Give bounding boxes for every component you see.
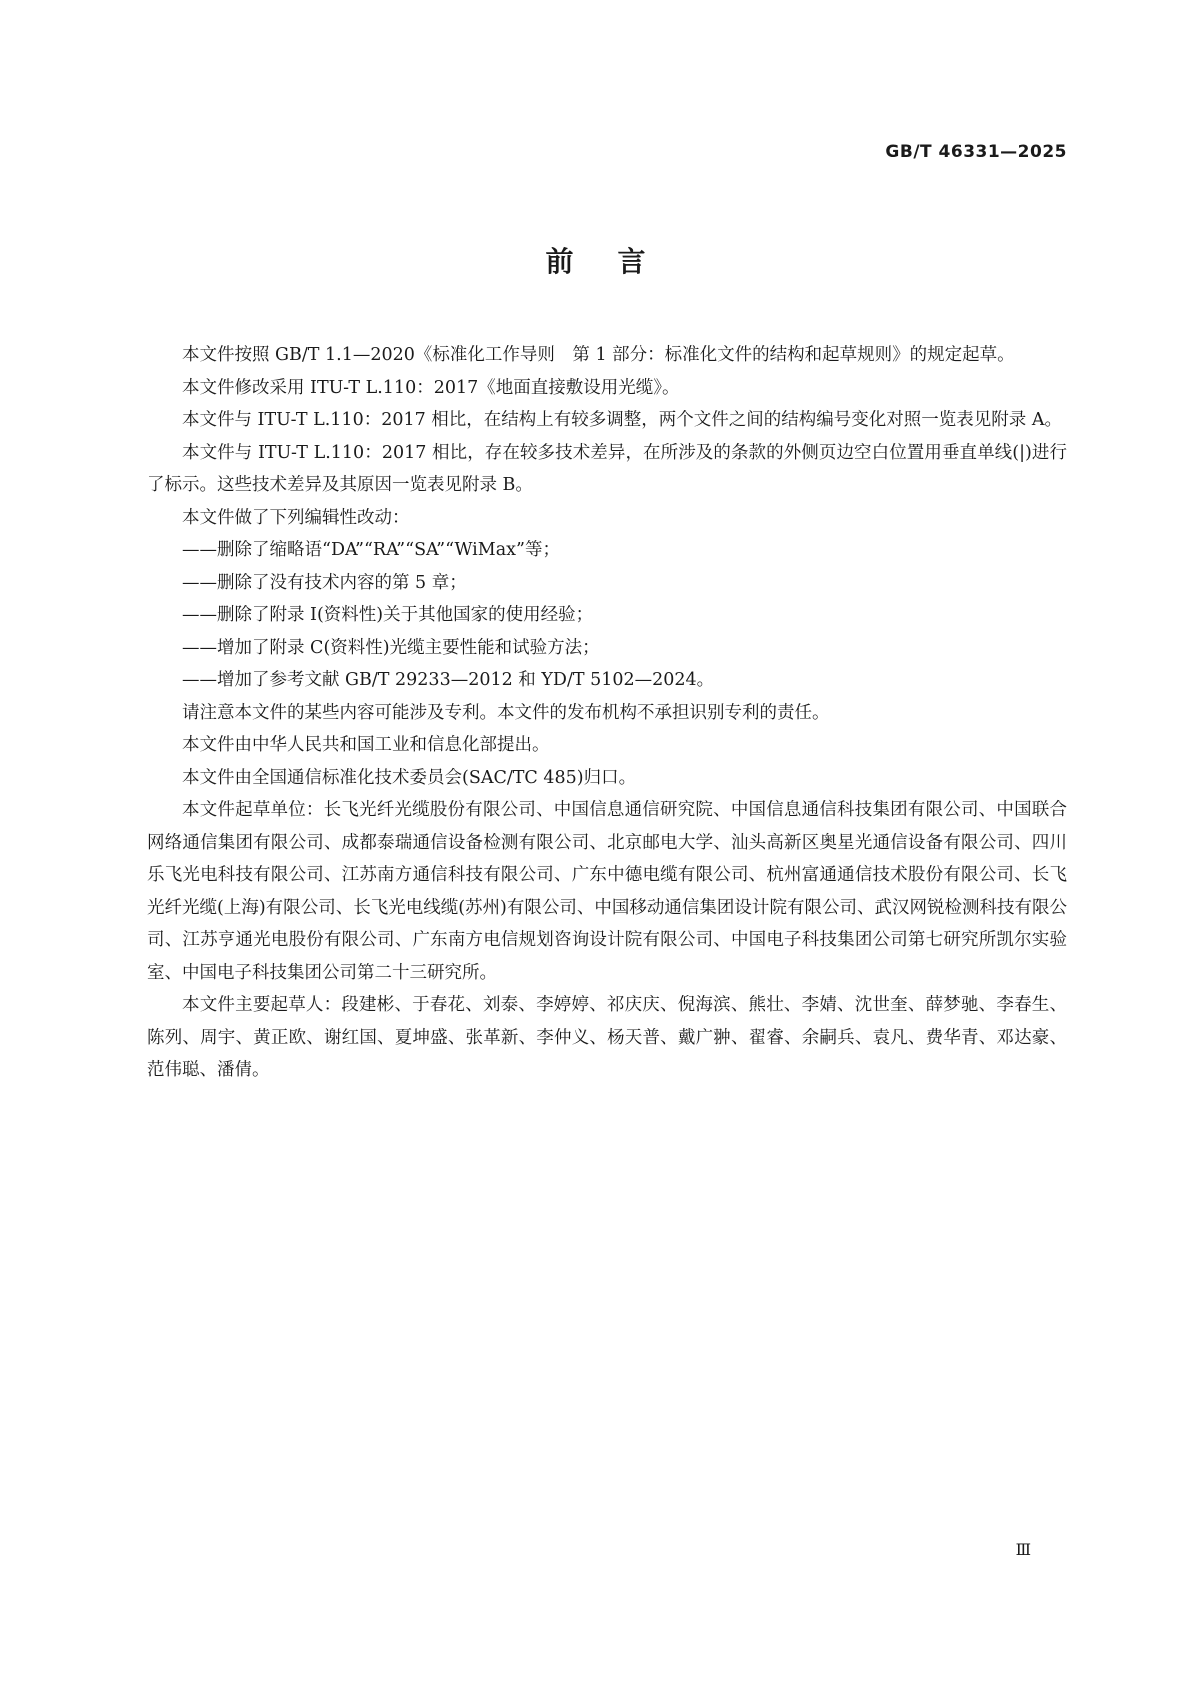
list-item-editorial-change: ——删除了缩略语“DA”“RA”“SA”“WiMax”等； bbox=[182, 540, 560, 560]
list-item-editorial-change: ——删除了附录 I(资料性)关于其他国家的使用经验； bbox=[182, 605, 594, 625]
paragraph-editorial-changes: 本文件做了下列编辑性改动： bbox=[182, 507, 410, 528]
list-item-editorial-change: ——增加了附录 C(资料性)光缆主要性能和试验方法； bbox=[182, 637, 600, 658]
paragraph-patent-notice: 请注意本文件的某些内容可能涉及专利。本文件的发布机构不承担识别专利的责任。 bbox=[182, 702, 830, 723]
list-item-editorial-change: ——增加了参考文献 GB/T 29233—2012 和 YD/T 5102—2024。 bbox=[182, 670, 715, 690]
paragraph-drafters: 本文件主要起草人：段建彬、于春花、刘泰、李婷婷、祁庆庆、倪海滨、熊壮、李婧、沈世奎、薛梦驰、李春生、陈列、周宇、黄正欧、谢红国、夏坤盛、张革新、李仲义、杨天普、戴广翀、翟睿、余嗣兵、袁凡、费华青、邓达豪、范伟聪、潘倩。 bbox=[147, 995, 1067, 1080]
page-number: Ⅲ bbox=[1015, 1540, 1031, 1559]
paragraph-adoption: 本文件修改采用 ITU-T L.110：2017《地面直接敷设用光缆》。 bbox=[182, 377, 680, 398]
paragraph-technical-differences: 本文件与 ITU-T L.110：2017 相比，存在较多技术差异，在所涉及的条款的外侧页边空白位置用垂直单线(|)进行了标示。这些技术差异及其原因一览表见附录 B。 bbox=[147, 442, 1067, 495]
paragraph-proposer: 本文件由中华人民共和国工业和信息化部提出。 bbox=[182, 735, 550, 755]
paragraph-drafting-units: 本文件起草单位：长飞光纤光缆股份有限公司、中国信息通信研究院、中国信息通信科技集团有限公司、中国联合网络通信集团有限公司、成都泰瑞通信设备检测有限公司、北京邮电大学、汕头高新区奥星光通信设备有限公司、四川乐飞光电科技有限公司、江苏南方通信科技有限公司、广东中德电缆有限公司、杭州富通通信技术股份有限公司、长飞光纤光缆(上海)有限公司、长飞光电线缆(苏州)有限公司、中国移动通信集团设计院有限公司、武汉网锐检测科技有限公司、江苏亨通光电股份有限公司、广东南方电信规划咨询设计院有限公司、中国电子科技集团公司第七研究所凯尔实验室、中国电子科技集团公司第二十三研究所。 bbox=[147, 800, 1067, 983]
page-title: 前言 bbox=[545, 245, 690, 278]
foreword-body bbox=[147, 339, 1067, 1087]
standard-code: GB/T 46331—2025 bbox=[885, 142, 1067, 162]
paragraph-drafting-rules: 本文件按照 GB/T 1.1—2020《标准化工作导则 第 1 部分：标准化文件的结构和起草规则》的规定起草。 bbox=[182, 345, 1015, 365]
list-item-editorial-change: ——删除了没有技术内容的第 5 章； bbox=[182, 572, 467, 593]
paragraph-committee: 本文件由全国通信标准化技术委员会(SAC/TC 485)归口。 bbox=[182, 767, 637, 788]
paragraph-structure-changes: 本文件与 ITU-T L.110：2017 相比，在结构上有较多调整，两个文件之间的结构编号变化对照一览表见附录 A。 bbox=[182, 410, 1062, 430]
